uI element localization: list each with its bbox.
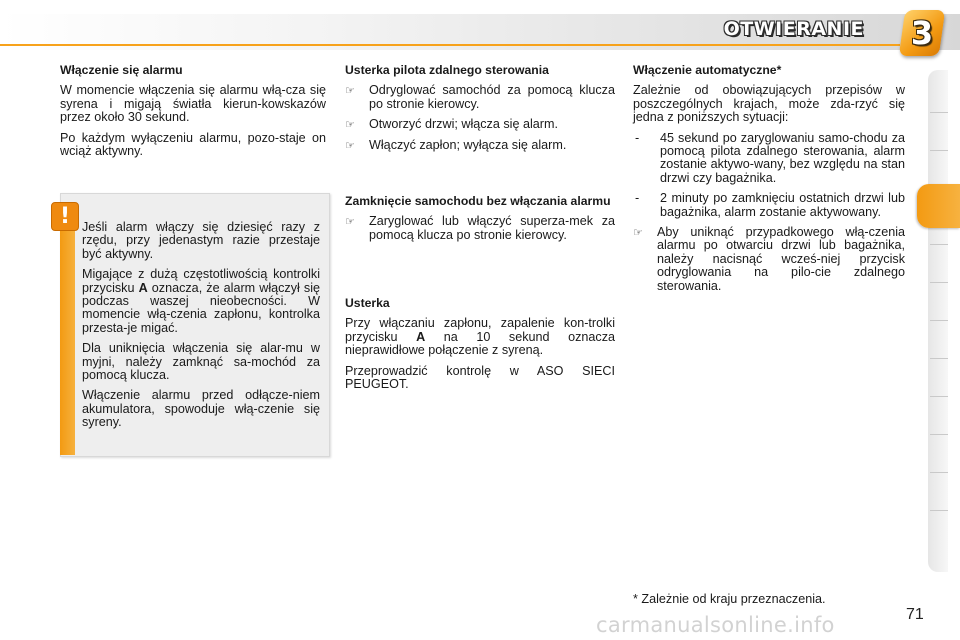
auto-activation-intro: Zależnie od obowiązujących przepisów w poszczególnych krajach, może zda-rzyć się jedna z poniższych sytuacji:: [633, 83, 905, 125]
hand-pointer-icon: ☞: [633, 226, 643, 240]
hand-pointer-icon: ☞: [345, 138, 355, 152]
alarm-trigger-text: W momencie włączenia się alarmu włą-cza się syrena i migają światła kierun-kowskazów przez około 30 sekund.: [60, 83, 326, 125]
list-item-text: 45 sekund po zaryglowaniu samo-chodu za pomocą pilota zdalnego sterowania, alarm zostanie aktywo-wany, bez względu na stan drzwi czy bagażnika.: [660, 130, 905, 185]
tab-divider: [930, 396, 948, 397]
tab-divider: [930, 472, 948, 473]
chapter-title: OTWIERANIE: [723, 18, 864, 40]
tab-divider: [930, 150, 948, 151]
tab-chapter-3-active[interactable]: [917, 184, 960, 228]
footnote: * Zależnie od kraju przeznaczenia.: [633, 592, 826, 606]
lock-without-alarm-heading: Zamknięcie samochodu bez włączania alarmu: [345, 194, 611, 208]
warning-text: [82, 221, 320, 437]
hand-pointer-icon: ☞: [345, 84, 355, 98]
alarm-trigger-heading: Włączenie się alarmu: [60, 63, 183, 77]
warning-accent-bar: [60, 218, 75, 455]
alarm-remains-active-text: Po każdym wyłączeniu alarmu, pozo-staje on wciąż aktywny.: [60, 130, 326, 159]
dash-marker: -: [635, 130, 640, 145]
list-item: [633, 132, 905, 186]
watermark: carmanualsonline.info: [596, 613, 835, 637]
list-item: [633, 226, 905, 293]
chapter-number: 3: [910, 14, 934, 52]
fault-paragraph: [345, 317, 615, 357]
fault-text-fragment: Przy włączaniu zapłonu, zapalenie kon-trolki przycisku: [345, 316, 615, 344]
exclamation-icon: !: [51, 202, 79, 231]
hand-pointer-icon: ☞: [345, 215, 355, 229]
auto-activation-section: [633, 64, 905, 300]
remote-fault-heading: Usterka pilota zdalnego sterowania: [345, 63, 549, 77]
warning-text-fragment: Migające z dużą częstotliwością kontrolki przycisku: [82, 267, 320, 295]
warning-text-fragment: oznacza, że alarm włączył się podczas waszej nieobecności. W momencie włą-czenia zapłonu, kontrolka przesta-je migać.: [82, 280, 321, 335]
list-item-text: Otworzyć drzwi; włącza się alarm.: [369, 117, 558, 132]
button-a-label: A: [416, 329, 426, 344]
hand-pointer-icon: ☞: [345, 118, 355, 132]
list-item: [345, 215, 615, 242]
tab-divider: [930, 320, 948, 321]
fault-text-fragment: na 10 sekund oznacza nieprawidłowe połączenie z syreną.: [345, 329, 616, 358]
list-item: [345, 84, 615, 111]
tab-divider: [930, 510, 948, 511]
list-item: [345, 118, 615, 131]
list-item-text: 2 minuty po zamknięciu ostatnich drzwi lub bagażnika, alarm zostanie aktywowany.: [660, 191, 905, 219]
button-a-label: A: [138, 280, 148, 295]
warning-paragraph: Dla uniknięcia włączenia się alar-mu w myjni, należy zamknąć sa-mochód za pomocą klucza.: [82, 341, 320, 383]
lock-without-alarm-section: [345, 195, 615, 249]
fault-service-text: Przeprowadzić kontrolę w ASO SIECI PEUGEOT.: [345, 363, 615, 392]
tab-divider: [930, 282, 948, 283]
tab-divider: [930, 358, 948, 359]
warning-paragraph: Włączenie alarmu przed odłącze-niem akumulatora, spowoduje włą-czenie się syreny.: [82, 388, 320, 430]
header-divider: [0, 44, 900, 46]
tab-divider: [930, 434, 948, 435]
list-item-text: Odryglować samochód za pomocą klucza po stronie kierowcy.: [369, 83, 615, 111]
tab-divider: [930, 244, 948, 245]
list-item: [633, 192, 905, 219]
list-item-text: Włączyć zapłon; wyłącza się alarm.: [369, 137, 567, 152]
dash-marker: -: [635, 191, 640, 206]
warning-paragraph: Jeśli alarm włączy się dziesięć razy z rzędu, przy jedenastym razie przestaje być aktywny.: [82, 220, 320, 261]
remote-fault-section: [345, 64, 615, 159]
warning-paragraph: [82, 268, 320, 335]
chapter-badge: [899, 10, 945, 56]
fault-section: [345, 297, 615, 398]
page-number: 71: [906, 606, 924, 623]
auto-activation-heading: Włączenie automatyczne*: [633, 63, 782, 77]
alarm-trigger-section: [60, 64, 326, 165]
list-item-text: Aby uniknąć przypadkowego włą-czenia alarmu po otwarciu drzwi lub bagażnika, należy nacisnąć wcześ-niej przycisk odryglowania na pilo-cie zdalnego sterowania.: [657, 225, 905, 293]
chapter-tabs: [928, 70, 948, 572]
list-item: [345, 139, 615, 152]
list-item-text: Zaryglować lub włączyć superza-mek za pomocą klucza po stronie kierowcy.: [369, 214, 615, 242]
fault-heading: Usterka: [345, 296, 390, 310]
tab-divider: [930, 112, 948, 113]
